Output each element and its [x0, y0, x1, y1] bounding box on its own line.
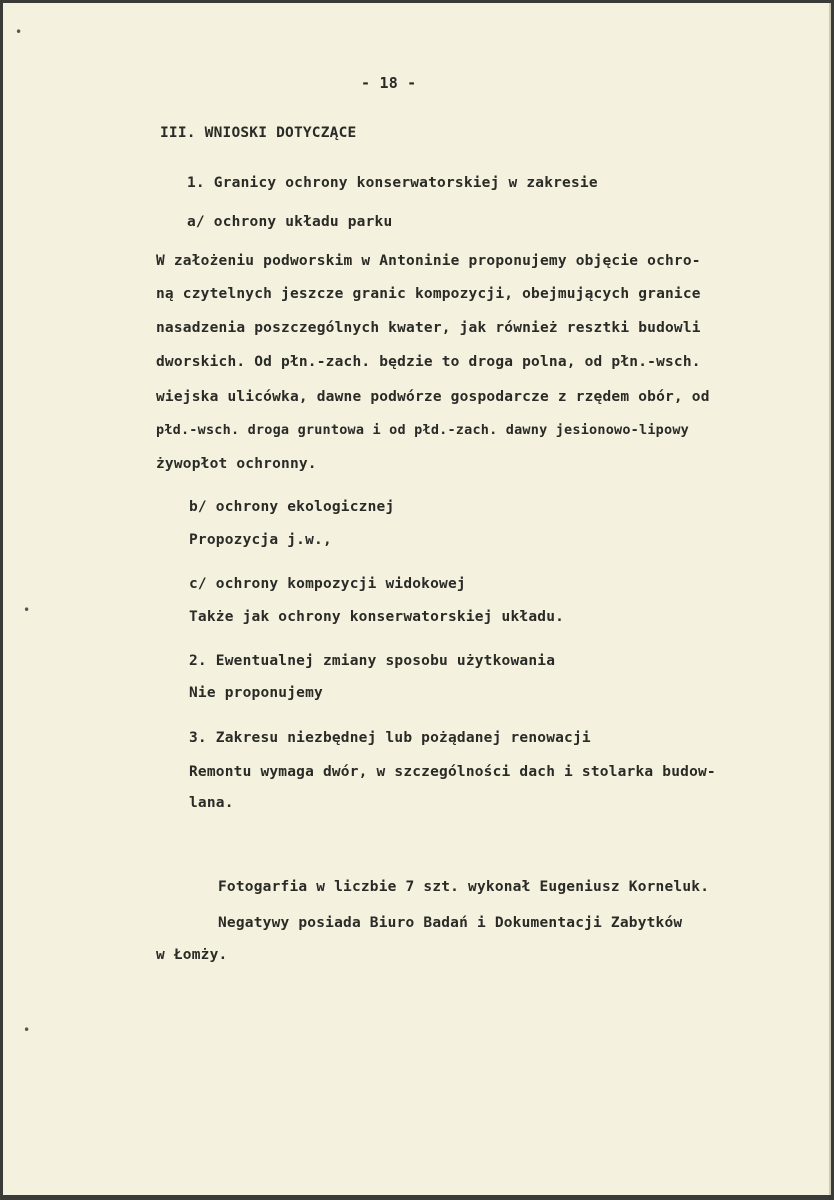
footer-note-line: w Łomży. [156, 947, 228, 963]
subsection-b-title: b/ ochrony ekologicznej [189, 499, 395, 515]
section-3-body-line: lana. [189, 795, 234, 811]
paragraph-line: wiejska ulicówka, dawne podwórze gospodarcze z rzędem obór, od [156, 389, 710, 405]
paragraph-line: płd.-wsch. droga gruntowa i od płd.-zach. dawny jesionowo-lipowy [156, 422, 689, 438]
subsection-a-title: a/ ochrony układu parku [187, 214, 393, 230]
paragraph-line: ną czytelnych jeszcze granic kompozycji, obejmujących granice [156, 286, 701, 302]
page-number: - 18 - [361, 74, 417, 92]
punch-mark: • [23, 1023, 31, 1037]
paragraph-line: nasadzenia poszczególnych kwater, jak również resztki budowli [156, 320, 701, 336]
section-3-title: 3. Zakresu niezbędnej lub pożądanej renowacji [189, 730, 591, 746]
punch-mark: • [23, 603, 31, 617]
paragraph-line: dworskich. Od płn.-zach. będzie to droga polna, od płn.-wsch. [156, 354, 701, 370]
document-page [3, 3, 831, 1195]
section-1-title: 1. Granicy ochrony konserwatorskiej w zakresie [187, 175, 598, 191]
paragraph-line: W założeniu podworskim w Antoninie proponujemy objęcie ochro- [156, 253, 701, 269]
punch-mark: • [15, 25, 23, 39]
footer-note-line: Negatywy posiada Biuro Badań i Dokumentacji Zabytków [218, 915, 683, 931]
subsection-c-title: c/ ochrony kompozycji widokowej [189, 576, 466, 592]
footer-note-line: Fotogarfia w liczbie 7 szt. wykonał Eugeniusz Korneluk. [218, 879, 710, 895]
section-heading: III. WNIOSKI DOTYCZĄCE [160, 125, 357, 141]
section-2-body: Nie proponujemy [189, 685, 323, 701]
subsection-b-body: Propozycja j.w., [189, 532, 332, 548]
section-2-title: 2. Ewentualnej zmiany sposobu użytkowania [189, 653, 556, 669]
subsection-c-body: Także jak ochrony konserwatorskiej układu. [189, 609, 565, 625]
section-3-body-line: Remontu wymaga dwór, w szczególności dach i stolarka budow- [189, 764, 716, 780]
paragraph-line: żywopłot ochronny. [156, 456, 317, 472]
